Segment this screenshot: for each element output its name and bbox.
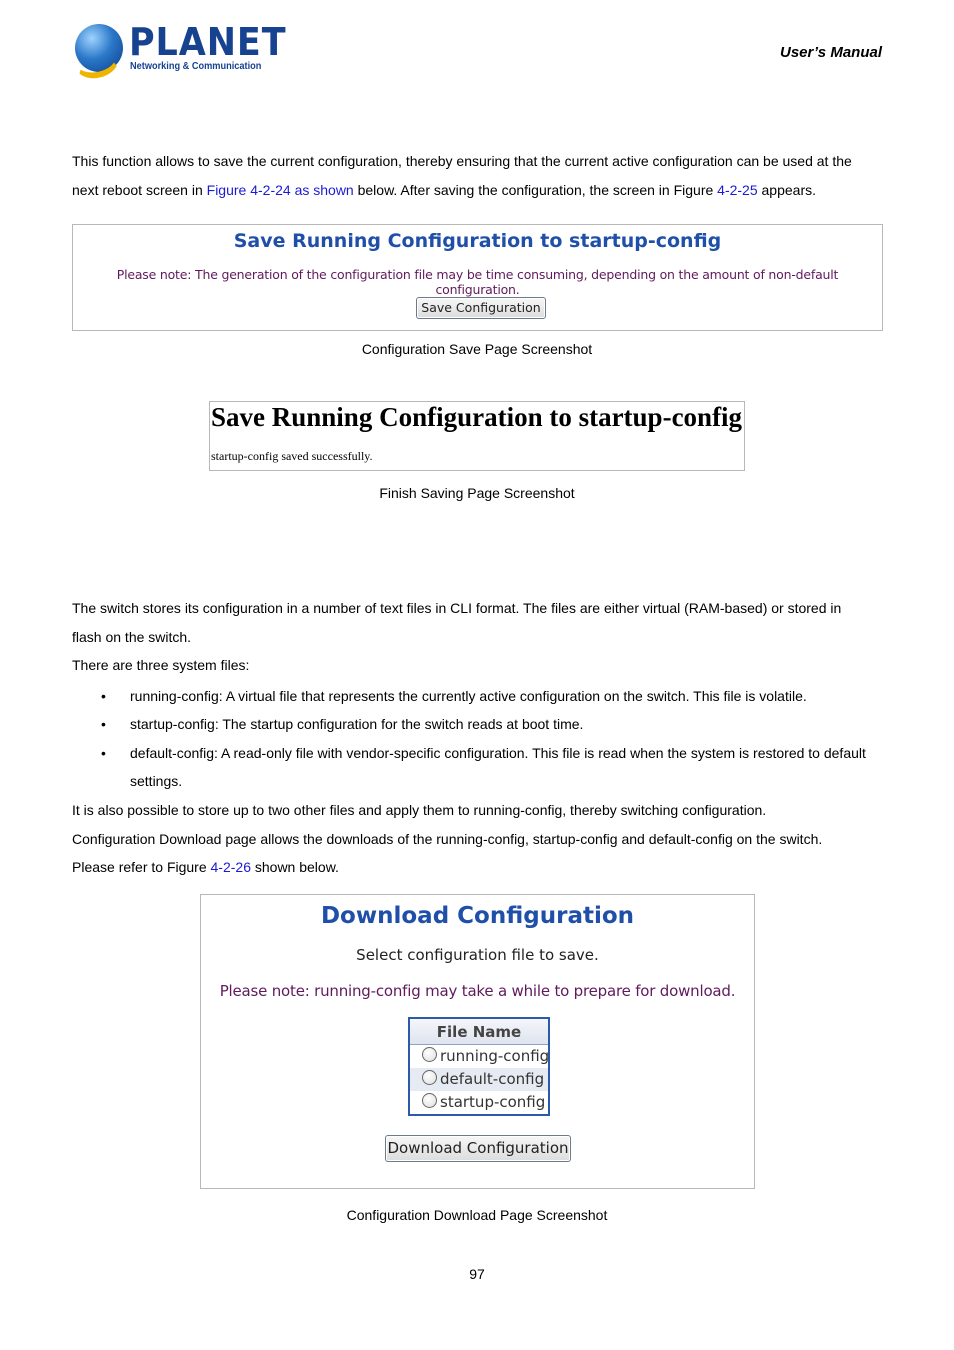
figure-reference [72,853,339,882]
bullet-icon: • [101,716,106,732]
page-number: 97 [469,1266,485,1282]
save-config-note: Please note: The generation of the configuration file may be time consuming, depending on the amount of non-default configuration. [116,267,839,297]
files-line-2: flash on the switch. [72,628,192,645]
file-label: startup-config [440,1093,546,1111]
finish-saving-caption: Finish Saving Page Screenshot [379,485,575,501]
file-option-default-config[interactable] [410,1068,548,1091]
finish-saving-screenshot [209,401,745,471]
figure-ref-text: Please refer to Figure [72,859,211,875]
other-files-paragraph: It is also possible to store up to two other files and apply them to running-config, thereby switching configuration. [72,802,767,818]
radio-button[interactable] [422,1070,437,1085]
intro-text: below. After saving the configuration, the screen in Figure [353,181,718,198]
system-files-intro: There are three system files: [72,657,250,673]
logo-tagline: Networking & Communication [130,61,262,72]
files-line-1: The switch stores its configuration in a number of text files in CLI format. The files are either virtual (RAM-based) or stored in [72,600,842,616]
file-label: default-config [440,1070,545,1088]
planet-logo [73,20,287,78]
intro-line-1: This function allows to save the current configuration, thereby ensuring that the current active configuration can be used at the [72,153,852,169]
bullet-default-config-cont: settings. [130,773,183,789]
download-config-caption: Configuration Download Page Screenshot [346,1207,608,1223]
save-config-caption: Configuration Save Page Screenshot [361,341,593,357]
download-config-screenshot [200,894,755,1189]
figure-link-4-2-24[interactable]: Figure 4-2-24 as shown [206,181,354,198]
download-config-note: Please note: running-config may take a while to prepare for download. [219,982,736,1000]
manual-title: User’s Manual [780,44,882,61]
finish-saving-message: startup-config saved successfully. [211,449,373,463]
bullet-default-config: default-config: A read-only file with vendor-specific configuration. This file is read when the system is restored to default [130,745,866,761]
logo-word: PLANET [129,20,287,64]
file-option-running-config[interactable] [410,1045,548,1068]
radio-button[interactable] [422,1047,437,1062]
bullet-icon: • [101,745,106,761]
radio-button[interactable] [422,1093,437,1108]
intro-paragraph [72,147,892,204]
bullet-startup-config: startup-config: The startup configuration for the switch reads at boot time. [130,716,584,732]
figure-ref-text: shown below. [250,859,339,875]
intro-text: appears. [757,181,816,198]
save-config-title: Save Running Configuration to startup-config [233,230,722,252]
figure-link-4-2-25[interactable]: 4-2-25 [717,181,758,198]
file-name-table [408,1017,550,1116]
download-page-paragraph: Configuration Download page allows the downloads of the running-config, startup-config and default-config on the switch. [72,831,823,847]
download-config-subtitle: Select configuration file to save. [356,946,599,964]
download-config-title: Download Configuration [320,903,635,929]
bullet-running-config: running-config: A virtual file that represents the currently active configuration on the switch. This file is volatile. [130,688,807,704]
file-option-startup-config[interactable] [410,1091,548,1114]
figure-link-4-2-26[interactable]: 4-2-26 [210,859,251,875]
bullet-icon: • [101,688,106,704]
intro-text: next reboot screen in [72,181,207,198]
file-name-header: File Name [410,1019,548,1045]
download-configuration-button[interactable]: Download Configuration [385,1135,571,1162]
file-label: running-config [440,1047,550,1065]
finish-saving-title: Save Running Configuration to startup-config [211,402,743,432]
intro-line-2 [72,176,892,205]
save-config-screenshot [72,224,883,331]
save-configuration-button[interactable]: Save Configuration [416,297,546,319]
files-paragraph [72,594,892,651]
